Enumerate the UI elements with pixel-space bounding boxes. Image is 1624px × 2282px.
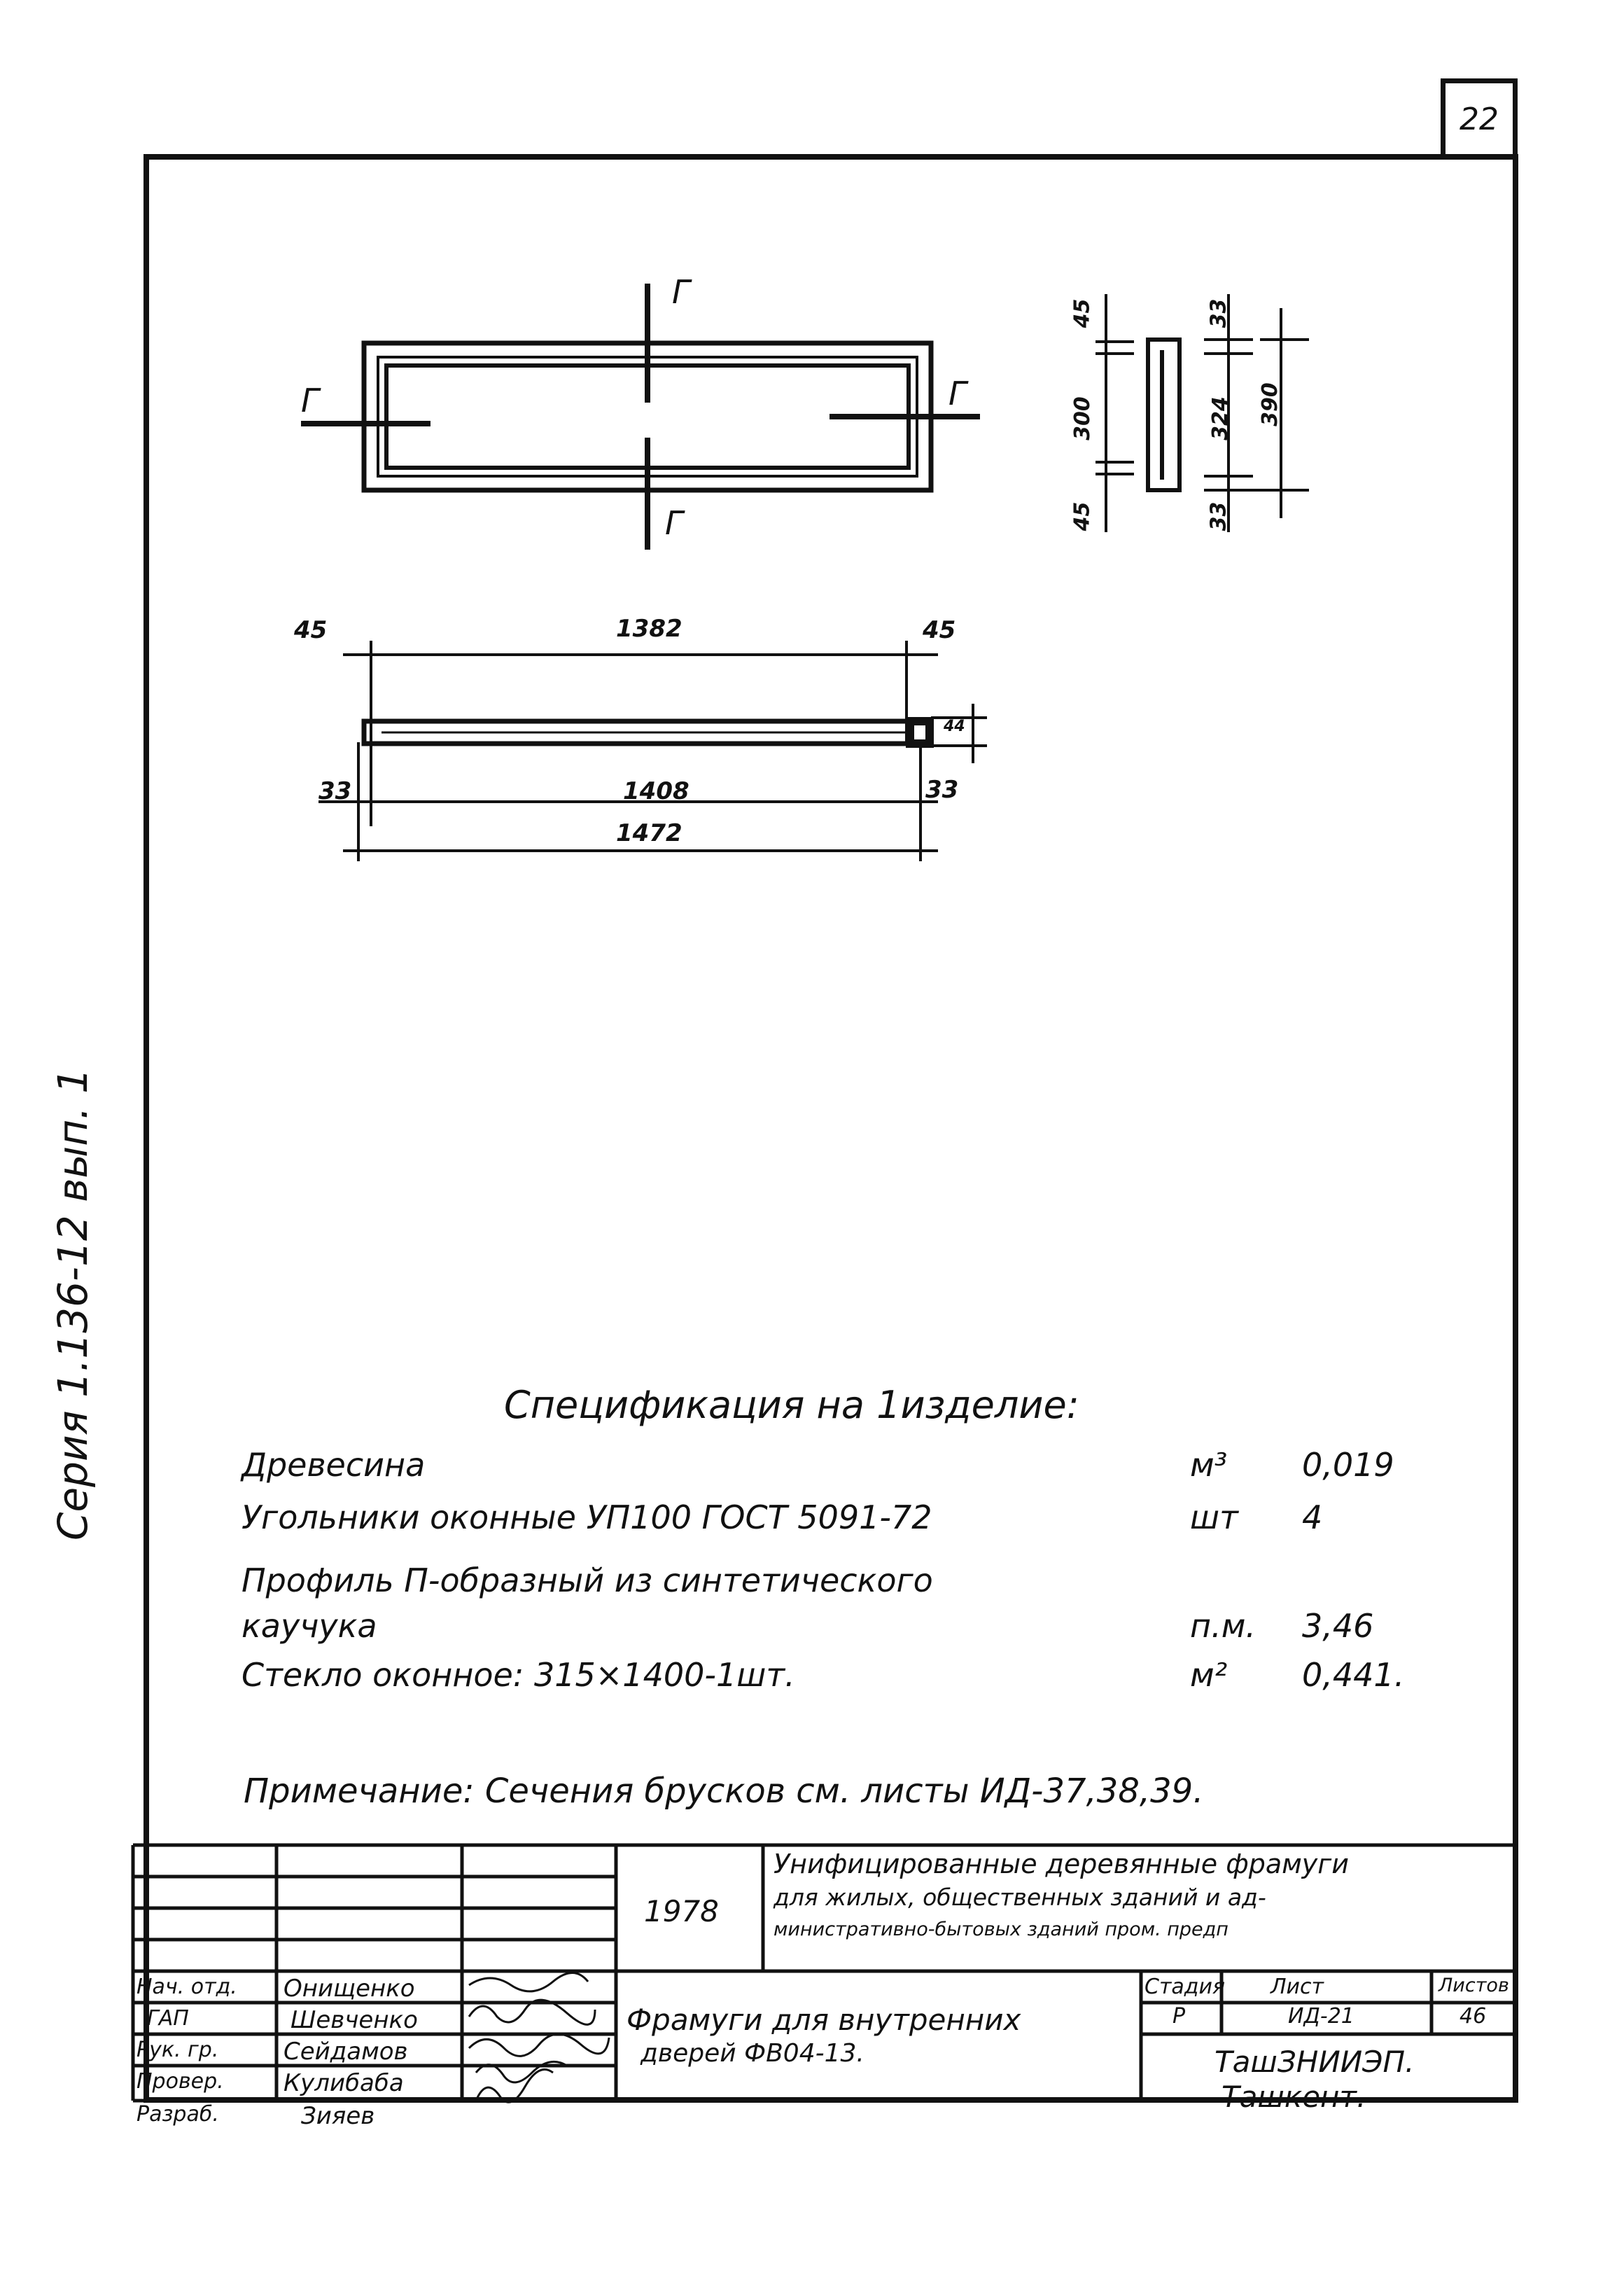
spec-item-name: каучука bbox=[241, 1607, 377, 1645]
section-label-left: Г bbox=[301, 382, 319, 419]
sheet-name-line: Фрамуги для внутренних bbox=[626, 2003, 1021, 2037]
spec-item-unit: м³ bbox=[1190, 1446, 1228, 1484]
spec-item-unit: п.м. bbox=[1190, 1607, 1256, 1645]
sheets-header: Листов bbox=[1438, 1975, 1509, 1996]
sheet-number: 22 bbox=[1441, 78, 1518, 155]
project-title-line: Унифицированные деревянные фрамуги bbox=[774, 1849, 1349, 1879]
spec-title: Спецификация на 1изделие: bbox=[504, 1383, 1079, 1427]
dim-side-324: 324 bbox=[1208, 396, 1233, 440]
dim-side-45-bottom: 45 bbox=[1070, 501, 1095, 531]
role-label: ГАП bbox=[147, 2006, 189, 2031]
year: 1978 bbox=[644, 1894, 719, 1928]
dim-plan-33-right: 33 bbox=[925, 776, 959, 804]
dim-plan-33-left: 33 bbox=[318, 777, 352, 805]
organization-city: Ташкент. bbox=[1222, 2080, 1366, 2114]
role-name: Сейдамов bbox=[284, 2038, 408, 2066]
role-label: Рук. гр. bbox=[136, 2038, 219, 2062]
dim-plan-1408: 1408 bbox=[623, 777, 690, 805]
dim-side-390: 390 bbox=[1257, 382, 1282, 426]
spec-item-qty: 4 bbox=[1302, 1498, 1323, 1536]
dim-side-300: 300 bbox=[1070, 396, 1095, 440]
spec-item-name: Угольники оконные УП100 ГОСТ 5091-72 bbox=[241, 1498, 932, 1536]
dim-plan-1472: 1472 bbox=[616, 819, 682, 847]
dim-side-33-bottom: 33 bbox=[1206, 501, 1231, 531]
role-label: Нач. отд. bbox=[136, 1975, 237, 1999]
spec-item-unit: м² bbox=[1190, 1656, 1228, 1694]
dim-plan-45-right: 45 bbox=[923, 616, 956, 644]
spec-item-name: Стекло оконное: 315×1400-1шт. bbox=[241, 1656, 795, 1694]
role-name: Шевченко bbox=[290, 2006, 418, 2034]
dim-side-45-top: 45 bbox=[1070, 298, 1095, 328]
spec-item-unit: шт bbox=[1190, 1498, 1238, 1536]
organization-name: ТашЗНИИЭП. bbox=[1214, 2045, 1415, 2079]
spec-item-qty: 0,019 bbox=[1302, 1446, 1394, 1484]
spec-item-name: Древесина bbox=[241, 1446, 426, 1484]
role-name: Онищенко bbox=[284, 1975, 415, 2003]
role-label: Разраб. bbox=[136, 2102, 219, 2127]
sheet-name-line: дверей ФВ04-13. bbox=[640, 2039, 864, 2068]
front-view bbox=[301, 284, 980, 550]
sheet-value: ИД-21 bbox=[1288, 2004, 1354, 2029]
role-name: Кулибаба bbox=[284, 2069, 404, 2097]
spec-item-name: Профиль П-образный из синтетического bbox=[241, 1561, 933, 1599]
role-name: Зияев bbox=[301, 2102, 375, 2130]
spec-item-qty: 0,441. bbox=[1302, 1656, 1405, 1694]
sheets-value: 46 bbox=[1460, 2004, 1487, 2029]
role-label: Провер. bbox=[136, 2069, 224, 2094]
dim-plan-45-left: 45 bbox=[294, 616, 328, 644]
note: Примечание: Сечения брусков см. листы ИД-37,38,39. bbox=[244, 1772, 1204, 1811]
section-label-right: Г bbox=[948, 375, 967, 412]
dim-side-33-top: 33 bbox=[1206, 298, 1231, 328]
dim-plan-1382: 1382 bbox=[616, 615, 682, 643]
stage-value: Р bbox=[1172, 2004, 1186, 2029]
stage-header: Стадия bbox=[1144, 1975, 1226, 1999]
project-title-line: министративно-бытовых зданий пром. предп bbox=[774, 1919, 1228, 1940]
series-label: Серия 1.136-12 вып. 1 bbox=[49, 1068, 97, 1540]
section-label-top: Г bbox=[672, 273, 690, 311]
spec-item-qty: 3,46 bbox=[1302, 1607, 1374, 1645]
dim-plan-44: 44 bbox=[944, 718, 965, 735]
sheet-header: Лист bbox=[1270, 1975, 1324, 1999]
section-label-bottom: Г bbox=[665, 504, 683, 542]
project-title-line: для жилых, общественных зданий и ад- bbox=[774, 1884, 1266, 1911]
